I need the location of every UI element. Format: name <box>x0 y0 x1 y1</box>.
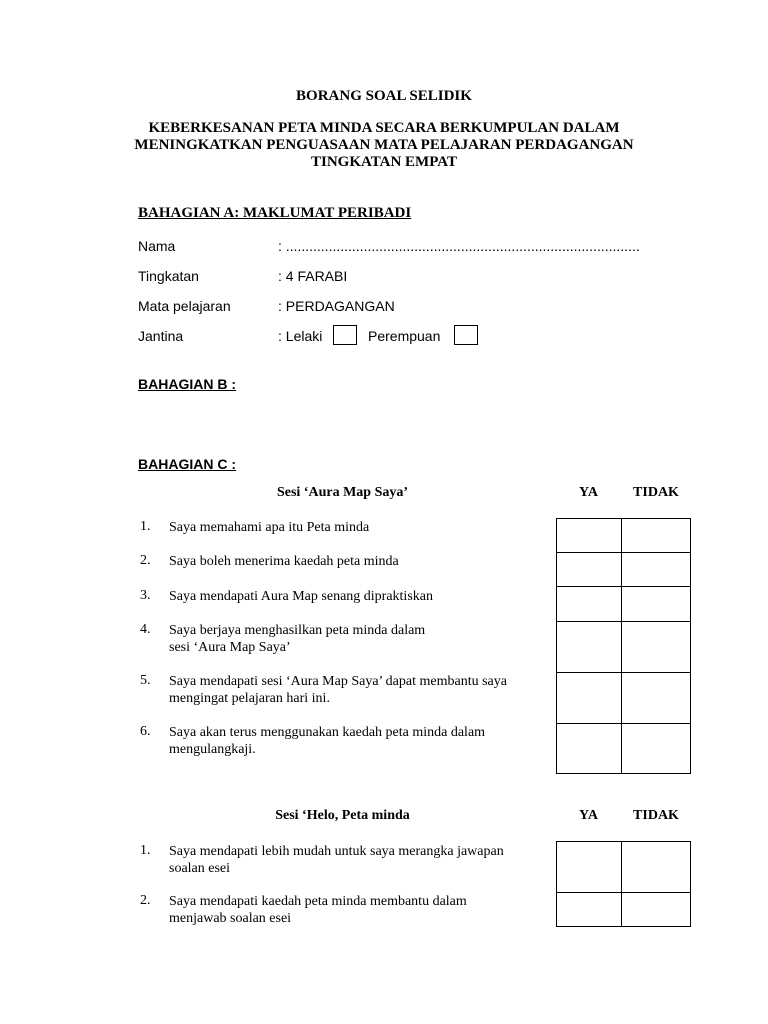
session-2-item-1-number: 1. <box>140 843 151 858</box>
session-2-item-1-text-line2: soalan esei <box>169 861 231 876</box>
session-2-item-2-text-line2: menjawab soalan esei <box>169 911 292 926</box>
session-2-item-2-tidak-box[interactable] <box>621 892 691 927</box>
session-1-item-1-tidak-box[interactable] <box>621 518 691 553</box>
session-1-item-2-tidak-box[interactable] <box>621 552 691 587</box>
session-1-col-tidak: TIDAK <box>633 485 679 500</box>
session-1-item-4-text-line2: sesi ‘Aura Map Saya’ <box>169 640 291 655</box>
session-1-item-4-number: 4. <box>140 622 151 637</box>
session-1-item-5-text: Saya mendapati sesi ‘Aura Map Saya’ dapat membantu saya <box>169 674 507 689</box>
session-1-item-1-ya-box[interactable] <box>556 518 622 553</box>
section-c-heading: BAHAGIAN C : <box>138 456 236 472</box>
session-1-item-5-ya-box[interactable] <box>556 672 622 724</box>
session-2-item-1-text: Saya mendapati lebih mudah untuk saya merangka jawapan <box>169 844 504 859</box>
section-a-heading: BAHAGIAN A: MAKLUMAT PERIBADI <box>138 205 412 221</box>
session-1-title: Sesi ‘Aura Map Saya’ <box>276 485 409 500</box>
field-label-tingkatan: Tingkatan <box>138 268 199 284</box>
session-1-item-3-tidak-box[interactable] <box>621 586 691 622</box>
field-label-jantina: Jantina <box>138 328 184 344</box>
form-title: BORANG SOAL SELIDIK <box>296 88 472 104</box>
session-1-item-4-ya-box[interactable] <box>556 621 622 673</box>
session-1-item-3-number: 3. <box>140 588 151 603</box>
section-b-heading: BAHAGIAN B : <box>138 376 236 392</box>
session-1-item-5-number: 5. <box>140 673 151 688</box>
session-2-item-2-ya-box[interactable] <box>556 892 622 927</box>
session-1-item-1-text: Saya memahami apa itu Peta minda <box>169 520 370 535</box>
gender-checkbox-perempuan[interactable] <box>454 325 478 345</box>
field-value-nama[interactable]: : ........................................................................................... <box>278 238 640 254</box>
session-2-col-tidak: TIDAK <box>633 808 679 823</box>
gender-checkbox-lelaki[interactable] <box>333 325 357 345</box>
field-value-mata-pelajaran[interactable]: : PERDAGANGAN <box>278 298 395 314</box>
session-1-item-2-ya-box[interactable] <box>556 552 622 587</box>
session-1-item-2-text: Saya boleh menerima kaedah peta minda <box>169 554 399 569</box>
session-1-item-2-number: 2. <box>140 553 151 568</box>
session-1-item-3-ya-box[interactable] <box>556 586 622 622</box>
session-1-item-4-tidak-box[interactable] <box>621 621 691 673</box>
field-label-mata-pelajaran: Mata pelajaran <box>138 298 231 314</box>
session-1-item-6-ya-box[interactable] <box>556 723 622 774</box>
session-2-title: Sesi ‘Helo, Peta minda <box>275 808 410 823</box>
session-1-item-1-number: 1. <box>140 519 151 534</box>
session-2-item-2-text: Saya mendapati kaedah peta minda membantu dalam <box>169 894 467 909</box>
session-1-item-3-text: Saya mendapati Aura Map senang dipraktiskan <box>169 589 433 604</box>
session-1-item-5-text-line2: mengingat pelajaran hari ini. <box>169 691 330 706</box>
session-2-item-2-number: 2. <box>140 893 151 908</box>
gender-option-lelaki-label: : Lelaki <box>278 328 323 344</box>
form-subtitle-line2: MENINGKATKAN PENGUASAAN MATA PELAJARAN PERDAGANGAN <box>134 137 634 153</box>
session-1-item-6-tidak-box[interactable] <box>621 723 691 774</box>
form-subtitle-line3: TINGKATAN EMPAT <box>311 154 457 170</box>
session-1-item-6-text: Saya akan terus menggunakan kaedah peta minda dalam <box>169 725 486 740</box>
session-2-item-1-tidak-box[interactable] <box>621 841 691 893</box>
field-value-tingkatan[interactable]: : 4 FARABI <box>278 268 348 284</box>
session-2-item-1-ya-box[interactable] <box>556 841 622 893</box>
gender-option-perempuan-label: Perempuan <box>368 328 441 344</box>
form-subtitle-line1: KEBERKESANAN PETA MINDA SECARA BERKUMPULAN DALAM <box>148 120 620 136</box>
field-label-nama: Nama <box>138 238 176 254</box>
session-1-item-6-text-line2: mengulangkaji. <box>169 742 256 757</box>
session-1-item-5-tidak-box[interactable] <box>621 672 691 724</box>
session-1-col-ya: YA <box>579 485 598 500</box>
session-1-item-4-text: Saya berjaya menghasilkan peta minda dalam <box>169 623 426 638</box>
session-2-col-ya: YA <box>579 808 598 823</box>
session-1-item-6-number: 6. <box>140 724 151 739</box>
